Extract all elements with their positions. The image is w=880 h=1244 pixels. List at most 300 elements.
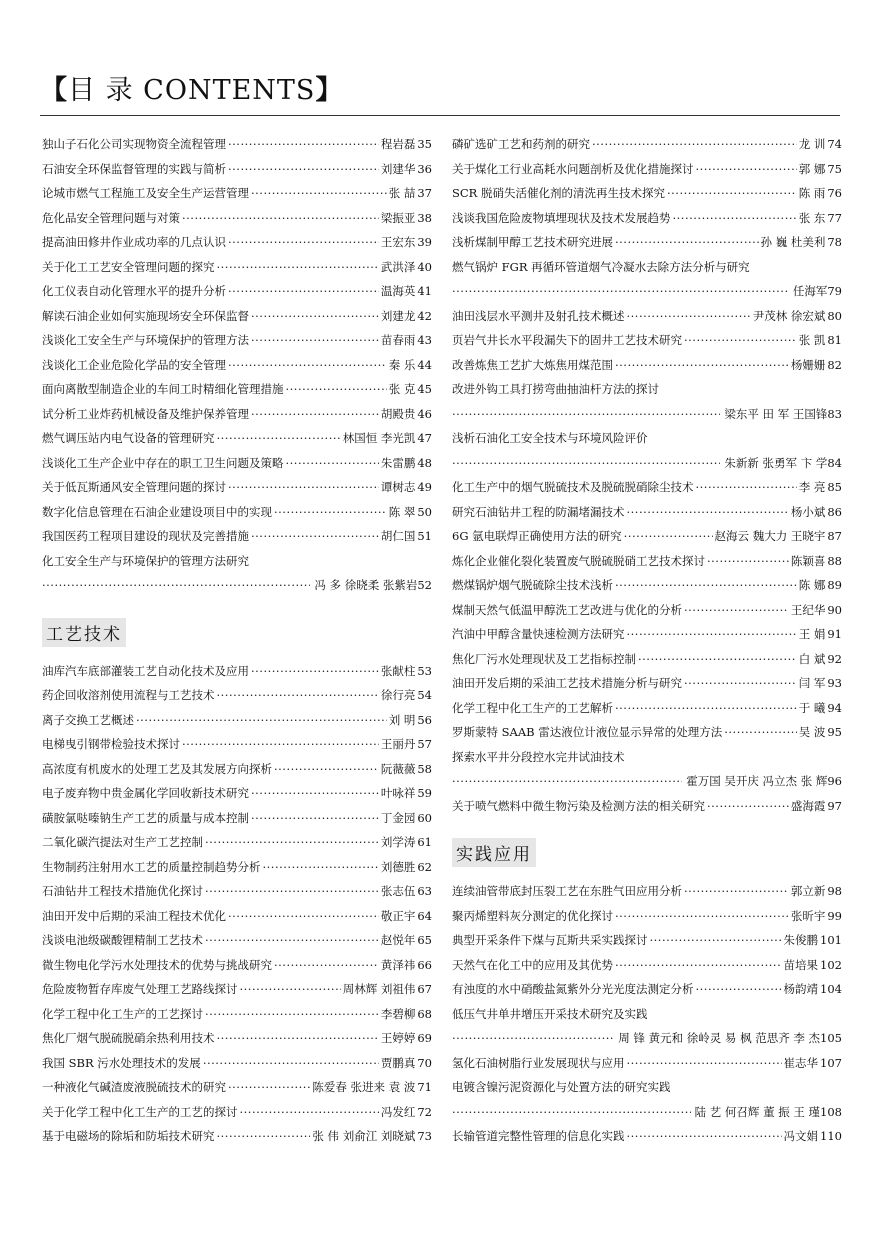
toc-entry <box>42 500 432 525</box>
right-column <box>452 132 842 1149</box>
entry-title: 化学工程中化工生产的工艺探讨 <box>42 1006 203 1021</box>
entry-title: 炼化企业催化裂化装置废气脱硫脱硝工艺技术探讨 <box>452 553 705 568</box>
entry-page: 39 <box>417 235 432 249</box>
dot-leader <box>627 500 789 525</box>
dot-leader <box>251 304 379 329</box>
entry-title: 提高油田修井作业成功率的几点认识 <box>42 235 226 249</box>
dot-leader <box>251 181 387 206</box>
toc-entry <box>42 402 432 427</box>
entry-title: 电梯曳引钢带检验技术探讨 <box>42 737 180 751</box>
dot-leader <box>452 1100 691 1125</box>
entry-page: 68 <box>417 1006 432 1021</box>
toc-entry <box>42 230 432 255</box>
list-right6 <box>452 1051 842 1076</box>
entry-title: 电子废弃物中贵金属化学回收新技术研究 <box>42 786 249 800</box>
entry-author: 陈颖喜 <box>790 553 826 568</box>
dot-leader <box>667 181 797 206</box>
entry-author: 张 伟 刘俞江 刘晓斌 <box>312 1129 416 1143</box>
entry-author: 梁振亚 <box>380 210 416 225</box>
entry-second-line <box>452 402 842 427</box>
entry-author: 张献柱 <box>380 663 416 678</box>
entry-author: 陈 翠 <box>388 504 416 519</box>
entry-author: 王婷婷 <box>380 1031 416 1045</box>
dot-leader <box>263 855 379 880</box>
entry-page: 104 <box>820 982 842 996</box>
entry-page: 67 <box>417 982 432 996</box>
entry-author: 郭 娜 <box>798 161 826 176</box>
entry-title: 电镀含镍污泥资源化与处置方法的研究实践 <box>452 1080 671 1094</box>
toc-entry <box>42 659 432 684</box>
dot-leader <box>624 524 713 549</box>
entry-page: 63 <box>417 884 432 898</box>
toc-header <box>40 68 343 107</box>
entry-page: 44 <box>417 357 432 372</box>
dot-leader <box>205 1002 379 1027</box>
dot-leader <box>274 500 387 525</box>
entry-title: 二氧化碳汽提法对生产工艺控制 <box>42 835 203 849</box>
entry-title: 化学工程中化工生产的工艺解析 <box>452 700 613 715</box>
dot-leader <box>615 904 789 929</box>
dot-leader <box>592 132 797 157</box>
dot-leader <box>452 769 682 794</box>
section-heading-process: 工艺技术 <box>42 618 126 647</box>
entry-page: 50 <box>417 504 432 519</box>
entry-title: 油田浅层水平测井及射孔技术概述 <box>452 308 625 323</box>
entry-page: 107 <box>820 1055 842 1070</box>
dot-leader <box>217 1124 311 1149</box>
entry-title: 高浓度有机废水的处理工艺及其发展方向探析 <box>42 761 272 776</box>
entry-author: 徐行亮 <box>380 688 416 702</box>
left-column <box>42 132 432 1149</box>
entry-second-line <box>42 573 432 598</box>
dot-leader <box>205 879 379 904</box>
entry-author: 尹茂林 徐宏斌 <box>752 308 826 323</box>
toc-entry <box>42 475 432 500</box>
toc-entry <box>452 977 842 1002</box>
entry-author: 王 娟 <box>798 627 826 641</box>
dot-leader <box>274 953 379 978</box>
entry-page: 56 <box>417 712 432 727</box>
dot-leader <box>42 573 310 598</box>
dot-leader <box>696 977 782 1002</box>
entry-page: 87 <box>827 529 842 543</box>
entry-author: 张昕宇 <box>790 908 826 923</box>
entry-title: 关于化学工程中化工生产的工艺的探讨 <box>42 1104 238 1119</box>
entry-title: 数字化信息管理在石油企业建设项目中的实现 <box>42 504 272 519</box>
dot-leader <box>627 622 797 647</box>
entry-page: 79 <box>827 284 842 298</box>
toc-entry <box>452 879 842 904</box>
toc-entry <box>452 328 842 353</box>
toc-entry <box>42 732 432 757</box>
dot-leader <box>286 377 387 402</box>
entry-author: 苗春雨 <box>380 333 416 347</box>
dot-leader <box>452 1026 614 1051</box>
toc-entry <box>452 696 842 721</box>
toc-entry <box>42 1026 432 1051</box>
entry-title: 长输管道完整性管理的信息化实践 <box>452 1129 625 1143</box>
entry-page: 61 <box>417 835 432 849</box>
entry-title: 关于低瓦斯通风安全管理问题的探讨 <box>42 480 226 494</box>
toc-entry <box>42 132 432 157</box>
dot-leader <box>217 255 379 280</box>
entry-page: 105 <box>820 1031 842 1045</box>
entry-title: 论城市燃气工程施工及安全生产运营管理 <box>42 186 249 200</box>
toc-entry <box>42 279 432 304</box>
toc-entry <box>452 549 842 574</box>
entry-title: 微生物电化学污水处理技术的优势与挑战研究 <box>42 957 272 972</box>
entry-page: 86 <box>827 504 842 519</box>
entry-page: 81 <box>827 333 842 347</box>
two-line-entry <box>452 745 842 794</box>
dot-leader <box>650 928 782 953</box>
toc-entry <box>42 328 432 353</box>
entry-author: 杨小斌 <box>790 504 826 519</box>
two-line-entry <box>452 1002 842 1051</box>
entry-title: 天然气在化工中的应用及其优势 <box>452 957 613 972</box>
entry-page: 47 <box>417 431 432 445</box>
entry-title: 低压气井单井增压开采技术研究及实践 <box>452 1006 648 1021</box>
entry-title: 浅谈我国危险废物填埋现状及技术发展趋势 <box>452 210 671 225</box>
toc-entry <box>452 132 842 157</box>
entry-page: 35 <box>417 137 432 151</box>
dot-leader <box>684 598 789 623</box>
entry-author: 敬正宇 <box>380 908 416 923</box>
toc-entry <box>452 671 842 696</box>
toc-entry <box>42 451 432 476</box>
toc-entry <box>452 573 842 598</box>
dot-leader <box>684 879 789 904</box>
toc-entry <box>42 377 432 402</box>
toc-entry <box>452 904 842 929</box>
dot-leader <box>627 304 751 329</box>
toc-entry <box>452 622 842 647</box>
entry-author: 叶咏祥 <box>380 786 416 800</box>
entry-author: 周林辉 刘祖伟 <box>342 982 416 996</box>
entry-author: 白 斌 <box>798 651 826 666</box>
toc-entry <box>42 904 432 929</box>
entry-page: 88 <box>827 553 842 568</box>
dot-leader <box>452 279 789 304</box>
entry-title: 汽油中甲醇含量快速检测方法研究 <box>452 627 625 641</box>
toc-entry <box>452 953 842 978</box>
entry-page: 74 <box>827 137 842 151</box>
entry-second-line <box>452 451 842 476</box>
dot-leader <box>205 928 379 953</box>
toc-entry <box>42 977 432 1002</box>
entry-page: 72 <box>417 1104 432 1119</box>
entry-title: 典型开采条件下煤与瓦斯共采实践探讨 <box>452 933 648 947</box>
entry-page: 37 <box>417 186 432 200</box>
two-line-entry <box>452 426 842 475</box>
entry-page: 82 <box>827 357 842 372</box>
entry-title: 磷矿选矿工艺和药剂的研究 <box>452 137 590 151</box>
entry-title: 浅谈电池级碳酸锂精制工艺技术 <box>42 933 203 947</box>
entry-author: 陈 娜 <box>798 578 826 592</box>
dot-leader <box>251 402 379 427</box>
entry-title: 焦化厂烟气脱硫脱硝余热利用技术 <box>42 1031 215 1045</box>
toc-entry <box>452 647 842 672</box>
entry-author: 张志伍 <box>380 884 416 898</box>
entry-author: 林国恒 李光凯 <box>342 431 416 445</box>
entry-author: 刘德胜 <box>380 859 416 874</box>
dot-leader <box>452 451 720 476</box>
entry-author: 李碧柳 <box>380 1006 416 1021</box>
entry-page: 36 <box>417 161 432 176</box>
entry-title: 探索水平井分段控水完井试油技术 <box>452 749 625 764</box>
entry-second-line <box>452 769 842 794</box>
entry-author: 陈爱春 张进来 袁 波 <box>312 1080 416 1094</box>
entry-page: 41 <box>417 284 432 298</box>
entry-author: 盛海霞 <box>790 798 826 813</box>
entry-author: 龙 训 <box>798 137 826 151</box>
entry-title: 面向离散型制造企业的车间工时精细化管理措施 <box>42 382 284 396</box>
entry-title: 关于煤化工行业高耗水问题剖析及优化措施探讨 <box>452 161 694 176</box>
entry-title: 浅谈化工生产企业中存在的职工卫生问题及策略 <box>42 455 284 470</box>
toc-entry <box>452 524 842 549</box>
dot-leader <box>228 132 379 157</box>
dot-leader <box>627 1124 782 1149</box>
dot-leader <box>205 830 379 855</box>
list-left <box>42 132 432 549</box>
entry-author: 杨姗姗 <box>790 357 826 372</box>
entry-title: 页岩气井长水平段漏失下的固井工艺技术研究 <box>452 333 682 347</box>
toc-entry <box>42 953 432 978</box>
entry-second-line <box>452 1100 842 1125</box>
entry-title: 离子交换工艺概述 <box>42 712 134 727</box>
toc-entry <box>452 598 842 623</box>
entry-title: 浅析煤制甲醇工艺技术研究进展 <box>452 235 613 249</box>
entry-page: 102 <box>820 957 842 972</box>
entry-page: 89 <box>827 578 842 592</box>
entry-author: 张 东 <box>798 210 826 225</box>
dot-leader <box>240 977 341 1002</box>
entry-title: 化工仪表自动化管理水平的提升分析 <box>42 284 226 298</box>
list-right5 <box>452 879 842 1002</box>
toc-entry <box>452 304 842 329</box>
entry-title: 油田开发中后期的采油工程技术优化 <box>42 908 226 923</box>
toc-entry <box>452 206 842 231</box>
entry-author: 秦 乐 <box>388 357 416 372</box>
entry-title: 氢化石油树脂行业发展现状与应用 <box>452 1055 625 1070</box>
entry-page: 58 <box>417 761 432 776</box>
list-left2 <box>42 659 432 1149</box>
entry-author: 王宏东 <box>380 235 416 249</box>
toc-entry <box>42 879 432 904</box>
entry-page: 110 <box>820 1129 842 1143</box>
entry-page: 76 <box>827 186 842 200</box>
section-heading-practice: 实践应用 <box>452 838 536 867</box>
toc-entry <box>42 781 432 806</box>
entry-title: 化工生产中的烟气脱硫技术及脱硫脱硝除尘技术 <box>452 480 694 494</box>
entry-author: 张 克 <box>388 382 416 396</box>
entry-author: 张 喆 <box>388 186 416 200</box>
two-line-entry <box>42 549 432 598</box>
entry-page: 94 <box>827 700 842 715</box>
dot-leader <box>251 806 379 831</box>
entry-page: 80 <box>827 308 842 323</box>
entry-page: 40 <box>417 259 432 274</box>
entry-title: 改善炼焦工艺扩大炼焦用煤范围 <box>452 357 613 372</box>
entry-page: 53 <box>417 663 432 678</box>
entry-page: 38 <box>417 210 432 225</box>
toc-entry <box>42 1051 432 1076</box>
list-right2 <box>452 304 842 378</box>
entry-author: 赵悦年 <box>380 933 416 947</box>
entry-page: 91 <box>827 627 842 641</box>
entry-author: 阮薇薇 <box>380 761 416 776</box>
entry-author: 陈 雨 <box>798 186 826 200</box>
dot-leader <box>182 732 379 757</box>
toc-entry <box>452 1051 842 1076</box>
entry-title: SCR 脱硝失活催化剂的清洗再生技术探究 <box>452 186 665 200</box>
entry-author: 崔志华 <box>783 1055 819 1070</box>
dot-leader <box>684 671 797 696</box>
entry-second-line <box>452 1026 842 1051</box>
entry-title: 关于喷气燃料中微生物污染及检测方法的相关研究 <box>452 798 705 813</box>
toc-entry <box>42 353 432 378</box>
entry-title: 焦化厂污水处理现状及工艺指标控制 <box>452 651 636 666</box>
entry-title: 危化品安全管理问题与对策 <box>42 210 180 225</box>
entry-author: 梁东平 田 军 王国锋 <box>724 406 828 421</box>
entry-title: 独山子石化公司实现物资全流程管理 <box>42 137 226 151</box>
dot-leader <box>240 1100 379 1125</box>
entry-page: 69 <box>417 1031 432 1045</box>
bracket-open: 【 <box>40 75 68 106</box>
toc-title: 目 录 CONTENTS <box>68 75 316 106</box>
dot-leader <box>228 1075 310 1100</box>
entry-title: 研究石油钻井工程的防漏堵漏技术 <box>452 504 625 519</box>
toc-entry <box>42 708 432 733</box>
entry-page: 48 <box>417 455 432 470</box>
entry-author: 任海军 <box>792 284 828 298</box>
entry-page: 42 <box>417 308 432 323</box>
entry-page: 60 <box>417 810 432 825</box>
entry-page: 71 <box>417 1080 432 1094</box>
dot-leader <box>203 1051 379 1076</box>
dot-leader <box>707 549 789 574</box>
dot-leader <box>251 659 379 684</box>
dot-leader <box>615 573 797 598</box>
entry-page: 92 <box>827 651 842 666</box>
dot-leader <box>228 230 379 255</box>
list-right7 <box>452 1124 842 1149</box>
entry-author: 丁金园 <box>380 810 416 825</box>
dot-leader <box>724 720 796 745</box>
entry-page: 43 <box>417 333 432 347</box>
entry-page: 49 <box>417 480 432 494</box>
toc-entry <box>42 1002 432 1027</box>
entry-title: 改进外钩工具打捞弯曲抽油杆方法的探讨 <box>452 382 659 396</box>
toc-entry <box>42 206 432 231</box>
entry-title: 磺胺氯哒嗪钠生产工艺的质量与成本控制 <box>42 810 249 825</box>
entry-page: 51 <box>417 529 432 543</box>
entry-page: 64 <box>417 908 432 923</box>
dot-leader <box>182 206 379 231</box>
toc-entry <box>452 794 842 819</box>
entry-title: 浅谈化工企业危险化学品的安全管理 <box>42 357 226 372</box>
entry-page: 83 <box>827 406 842 421</box>
header-rule <box>40 115 840 116</box>
entry-page: 75 <box>827 161 842 176</box>
entry-author: 李 亮 <box>798 480 826 494</box>
entry-author: 苗培果 <box>783 957 819 972</box>
entry-page: 85 <box>827 480 842 494</box>
dot-leader <box>615 353 789 378</box>
entry-page: 65 <box>417 933 432 947</box>
entry-page: 66 <box>417 957 432 972</box>
entry-author: 吴 波 <box>798 725 826 739</box>
toc-entry <box>452 1124 842 1149</box>
entry-author: 杨韵靖 <box>783 982 819 996</box>
entry-title: 解读石油企业如何实施现场安全环保监督 <box>42 308 249 323</box>
entry-title: 石油钻井工程技术措施优化探讨 <box>42 884 203 898</box>
entry-title: 煤制天然气低温甲醇洗工艺改进与优化的分析 <box>452 602 682 617</box>
entry-title: 油田开发后期的采油工艺技术措施分析与研究 <box>452 676 682 690</box>
entry-second-line <box>452 279 842 304</box>
dot-leader <box>627 1051 782 1076</box>
dot-leader <box>696 157 797 182</box>
toc-entry <box>42 157 432 182</box>
toc-entry <box>42 1100 432 1125</box>
entry-author: 谭树志 <box>380 480 416 494</box>
entry-title: 有浊度的水中硝酸盐氮紫外分光光度法测定分析 <box>452 982 694 996</box>
entry-title: 燃气锅炉 FGR 再循环管道烟气冷凝水去除方法分析与研究 <box>452 259 750 274</box>
entry-author: 周 锋 黄元和 徐岭灵 易 枫 范思齐 李 杰 <box>618 1031 821 1045</box>
toc-entry <box>42 855 432 880</box>
entry-page: 46 <box>417 406 432 421</box>
entry-title: 化工安全生产与环境保护的管理方法研究 <box>42 553 249 568</box>
entry-title: 药企回收溶剂使用流程与工艺技术 <box>42 688 215 702</box>
entry-author: 武洪泽 <box>380 259 416 274</box>
entry-page: 70 <box>417 1055 432 1070</box>
dot-leader <box>217 683 379 708</box>
dot-leader <box>615 696 797 721</box>
toc-entry <box>42 806 432 831</box>
entry-author: 黄泽祎 <box>380 957 416 972</box>
toc-entry <box>42 304 432 329</box>
entry-page: 57 <box>417 737 432 751</box>
dot-leader <box>696 475 797 500</box>
entry-author: 程岩磊 <box>380 137 416 151</box>
entry-title: 连续油管带底封压裂工艺在东胜气田应用分析 <box>452 884 682 898</box>
entry-author: 胡仁国 <box>380 529 416 543</box>
entry-author: 刘 明 <box>388 712 416 727</box>
toc-entry <box>42 181 432 206</box>
toc-entry <box>452 230 842 255</box>
entry-page: 93 <box>827 676 842 690</box>
list-right3 <box>452 475 842 745</box>
dot-leader <box>228 279 379 304</box>
toc-entry <box>42 683 432 708</box>
entry-page: 101 <box>820 933 842 947</box>
dot-leader <box>673 206 797 231</box>
entry-author: 王纪华 <box>790 602 826 617</box>
toc-entry <box>452 928 842 953</box>
dot-leader <box>615 230 759 255</box>
toc-entry <box>42 928 432 953</box>
toc-entry <box>452 181 842 206</box>
entry-title: 浅析石油化工安全技术与环境风险评价 <box>452 431 648 445</box>
entry-page: 84 <box>827 455 842 470</box>
toc-entry <box>452 353 842 378</box>
entry-title: 试分析工业炸药机械设备及维护保养管理 <box>42 406 249 421</box>
dot-leader <box>684 328 797 353</box>
entry-page: 73 <box>417 1129 432 1143</box>
entry-page: 90 <box>827 602 842 617</box>
bracket-close: 】 <box>315 75 344 106</box>
entry-author: 霍万国 吴开庆 冯立杰 张 辉 <box>686 774 828 788</box>
